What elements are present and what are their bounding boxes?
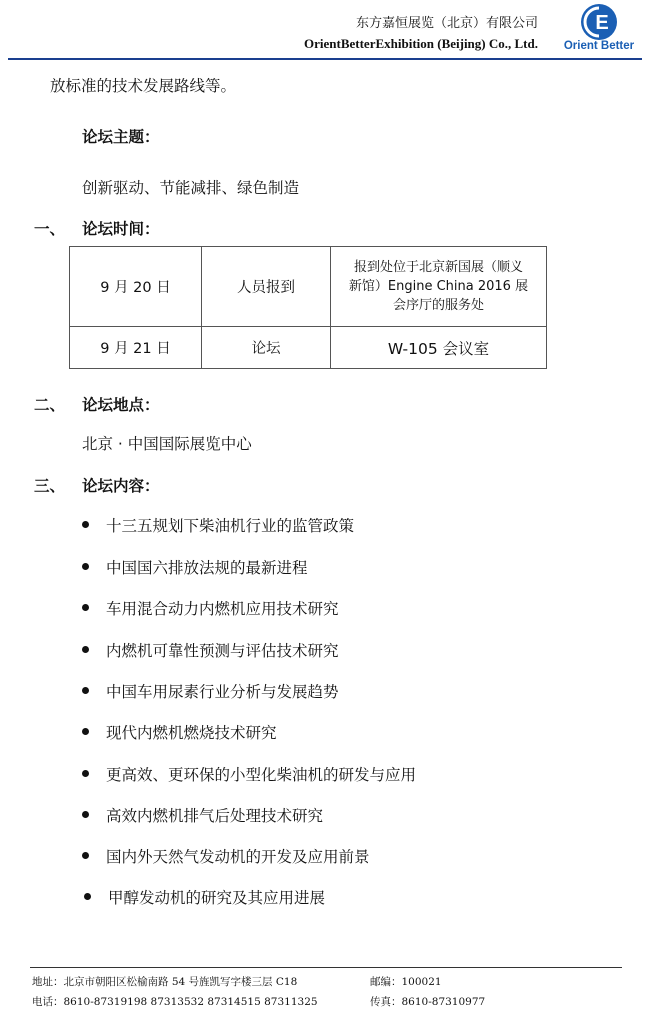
list-item-text: 中国国六排放法规的最新进程: [106, 559, 308, 577]
place-heading: 论坛地点：: [82, 396, 160, 414]
bullet-icon: [82, 811, 89, 818]
bullet-icon: [82, 770, 89, 777]
list-item-text: 内燃机可靠性预测与评估技术研究: [106, 642, 339, 660]
header-divider: [8, 58, 642, 60]
location-line: 报到处位于北京新国展（顺义: [353, 260, 523, 275]
date-cell: 9 月 21 日: [70, 327, 202, 369]
footer-postcode: 邮编：100021: [370, 976, 442, 988]
list-item: [82, 514, 354, 536]
footer-address: 地址：北京市朝阳区松榆南路 54 号旌凯写字楼三层 C18: [32, 976, 298, 988]
list-item-text: 现代内燃机燃烧技术研究: [106, 724, 277, 742]
list-item-text: 甲醇发动机的研究及其应用进展: [108, 889, 326, 907]
bullet-icon: [82, 728, 89, 735]
section-1-number: 一、: [34, 220, 66, 238]
event-cell: 人员报到: [202, 247, 331, 327]
list-item: [82, 845, 370, 867]
place-text: 北京 · 中国国际展览中心: [82, 435, 252, 453]
theme-text: 创新驱动、节能减排、绿色制造: [82, 179, 300, 197]
list-item: [82, 639, 339, 661]
intro-tail-text: 放标准的技术发展路线等。: [50, 77, 237, 95]
logo-text: Orient Better: [563, 40, 635, 52]
list-item: [84, 886, 325, 908]
list-item-text: 高效内燃机排气后处理技术研究: [106, 807, 324, 825]
table-row: [70, 327, 547, 369]
section-3-number: 三、: [34, 477, 66, 495]
list-item-text: 国内外天然气发动机的开发及应用前景: [106, 848, 370, 866]
list-item: [82, 804, 323, 826]
bullet-icon: [82, 646, 89, 653]
location-line: 会序厅的服务处: [392, 298, 484, 313]
logo-letter: E: [595, 12, 609, 34]
list-item-text: 车用混合动力内燃机应用技术研究: [106, 600, 339, 618]
bullet-icon: [82, 521, 89, 528]
company-name-cn: 东方嘉恒展览（北京）有限公司: [355, 16, 538, 31]
logo-emblem-icon: [550, 2, 648, 42]
list-item-text: 十三五规划下柴油机行业的监管政策: [106, 517, 355, 535]
theme-heading: 论坛主题：: [82, 128, 160, 146]
company-logo: [550, 2, 648, 58]
location-line: 新馆）Engine China 2016 展: [348, 279, 529, 294]
bullet-icon: [84, 893, 91, 900]
company-name-en: OrientBetterExhibition (Beijing) Co., Ltd.: [304, 36, 538, 51]
content-heading: 论坛内容：: [82, 477, 160, 495]
footer-fax: 传真：8610-87310977: [370, 996, 486, 1008]
section-2-number: 二、: [34, 396, 66, 414]
bullet-icon: [82, 604, 89, 611]
list-item: [82, 680, 339, 702]
date-cell: 9 月 20 日: [70, 247, 202, 327]
bullet-icon: [82, 852, 89, 859]
list-item: [82, 556, 308, 578]
footer-phone: 电话：8610-87319198 87313532 87314515 87311325: [32, 996, 318, 1008]
list-item: [82, 763, 416, 785]
list-item-text: 中国车用尿素行业分析与发展趋势: [106, 683, 339, 701]
event-cell: 论坛: [202, 327, 331, 369]
time-heading: 论坛时间：: [82, 220, 160, 238]
footer-divider: [30, 967, 622, 968]
list-item: [82, 721, 277, 743]
table-row: [70, 247, 547, 327]
bullet-icon: [82, 563, 89, 570]
list-item-text: 更高效、更环保的小型化柴油机的研发与应用: [106, 766, 417, 784]
bullet-icon: [82, 687, 89, 694]
location-cell: W-105 会议室: [331, 327, 547, 369]
list-item: [82, 597, 339, 619]
schedule-table: [69, 246, 547, 369]
location-cell: [331, 247, 547, 327]
